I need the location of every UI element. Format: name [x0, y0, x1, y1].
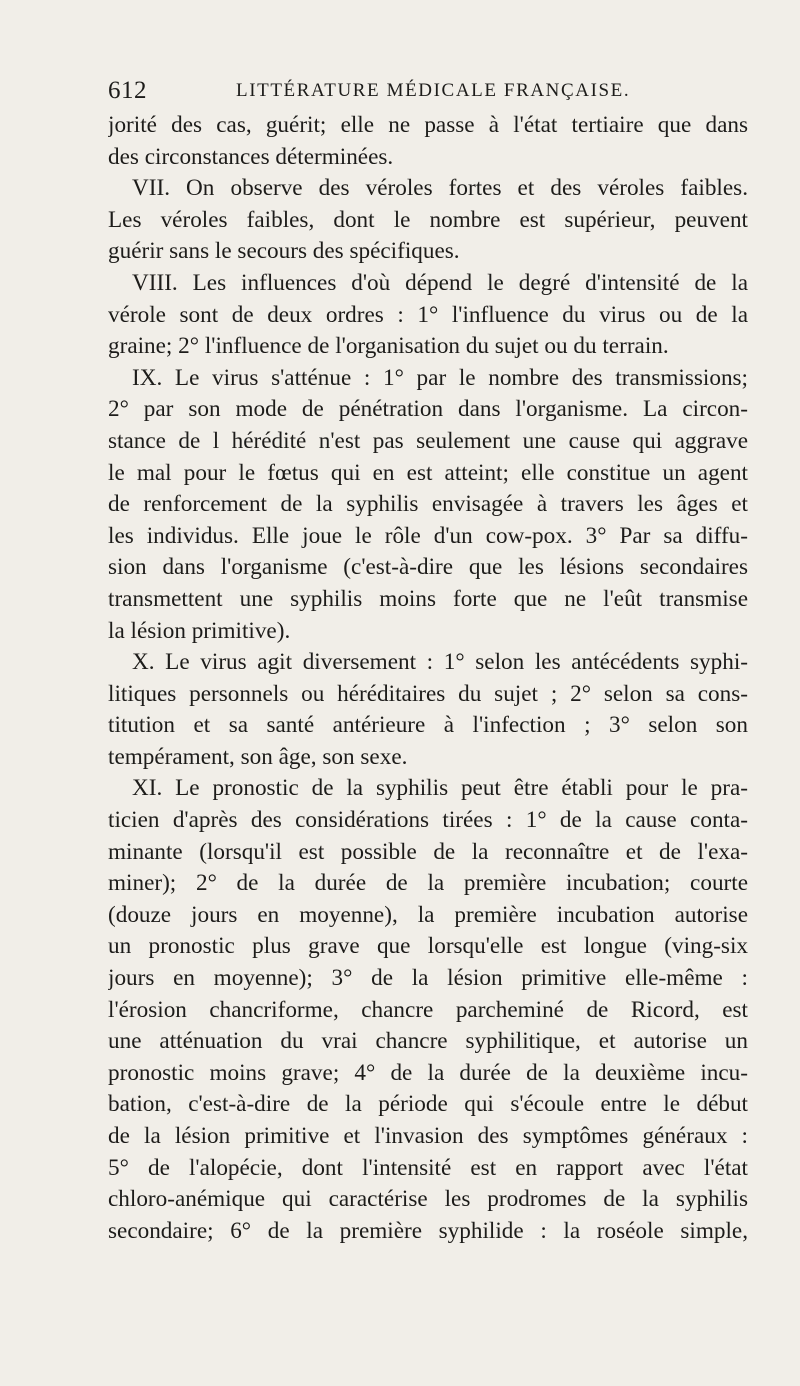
text-line: XI. Le pronostic de la syphilis peut être établi pour le pra-: [132, 775, 748, 802]
text-line: jours en moyenne); 3° de la lésion primitive elle-même :: [108, 965, 748, 992]
text-line: X. Le virus agit diversement : 1° selon les antécédents syphi-: [132, 649, 748, 676]
text-line: sion dans l'organisme (c'est-à-dire que les lésions secondaires: [108, 554, 748, 581]
text-line: jorité des cas, guérit; elle ne passe à l'état tertiaire que dans: [108, 112, 748, 138]
text-line: VIII. Les influences d'où dépend le degré d'intensité de la: [132, 269, 748, 296]
text-line: tempérament, son âge, son sexe.: [108, 743, 408, 770]
text-line: stance de l hérédité n'est pas seulement une cause qui aggrave: [108, 427, 748, 454]
text-line: l'érosion chancriforme, chancre parcheminé de Ricord, est: [108, 996, 748, 1023]
text-line: titution et sa santé antérieure à l'infection ; 3° selon son: [108, 712, 748, 739]
text-line: chloro-anémique qui caractérise les prodromes de la syphilis: [108, 1186, 748, 1213]
text-line: miner); 2° de la durée de la première incubation; courte: [108, 870, 748, 897]
page-header: [108, 76, 728, 106]
text-line: une atténuation du vrai chancre syphilitique, et autorise un: [108, 1028, 748, 1055]
body-text: [108, 110, 748, 1247]
text-line: ticien d'après des considérations tirées : 1° de la cause conta-: [108, 807, 748, 834]
text-line: litiques personnels ou héréditaires du sujet ; 2° selon sa cons-: [108, 680, 748, 707]
text-line: Les véroles faibles, dont le nombre est supérieur, peuvent: [108, 206, 748, 233]
running-title: LITTÉRATURE MÉDICALE FRANÇAISE.: [236, 80, 631, 101]
text-line: pronostic moins grave; 4° de la durée de la deuxième incu-: [108, 1059, 748, 1086]
text-line: vérole sont de deux ordres : 1° l'influence du virus ou de la: [108, 301, 748, 328]
text-line: minante (lorsqu'il est possible de la reconnaître et de l'exa-: [108, 838, 748, 865]
text-line: (douze jours en moyenne), la première incubation autorise: [108, 901, 748, 928]
page-number: 612: [108, 77, 147, 104]
text-line: des circonstances déterminées.: [108, 143, 394, 170]
text-line: les individus. Elle joue le rôle d'un cow-pox. 3° Par sa diffu-: [108, 522, 748, 549]
text-line: la lésion primitive).: [108, 617, 291, 644]
text-line: IX. Le virus s'atténue : 1° par le nombre des transmissions;: [132, 364, 748, 391]
text-line: graine; 2° l'influence de l'organisation du sujet ou du terrain.: [108, 333, 669, 360]
text-line: guérir sans le secours des spécifiques.: [108, 238, 460, 265]
text-line: bation, c'est-à-dire de la période qui s'écoule entre le début: [108, 1091, 748, 1118]
text-line: 5° de l'alopécie, dont l'intensité est en rapport avec l'état: [108, 1154, 748, 1181]
text-line: un pronostic plus grave que lorsqu'elle est longue (ving-six: [108, 933, 748, 960]
text-line: VII. On observe des véroles fortes et des véroles faibles.: [132, 175, 748, 202]
text-line: de la lésion primitive et l'invasion des symptômes généraux :: [108, 1123, 748, 1149]
text-line: 2° par son mode de pénétration dans l'organisme. La circon-: [108, 396, 748, 423]
text-line: de renforcement de la syphilis envisagée à travers les âges et: [108, 491, 748, 518]
text-line: transmettent une syphilis moins forte que ne l'eût transmise: [108, 585, 748, 612]
text-line: le mal pour le fœtus qui en est atteint; elle constitue un agent: [108, 459, 748, 486]
text-line: secondaire; 6° de la première syphilide : la roséole simple,: [108, 1217, 748, 1244]
